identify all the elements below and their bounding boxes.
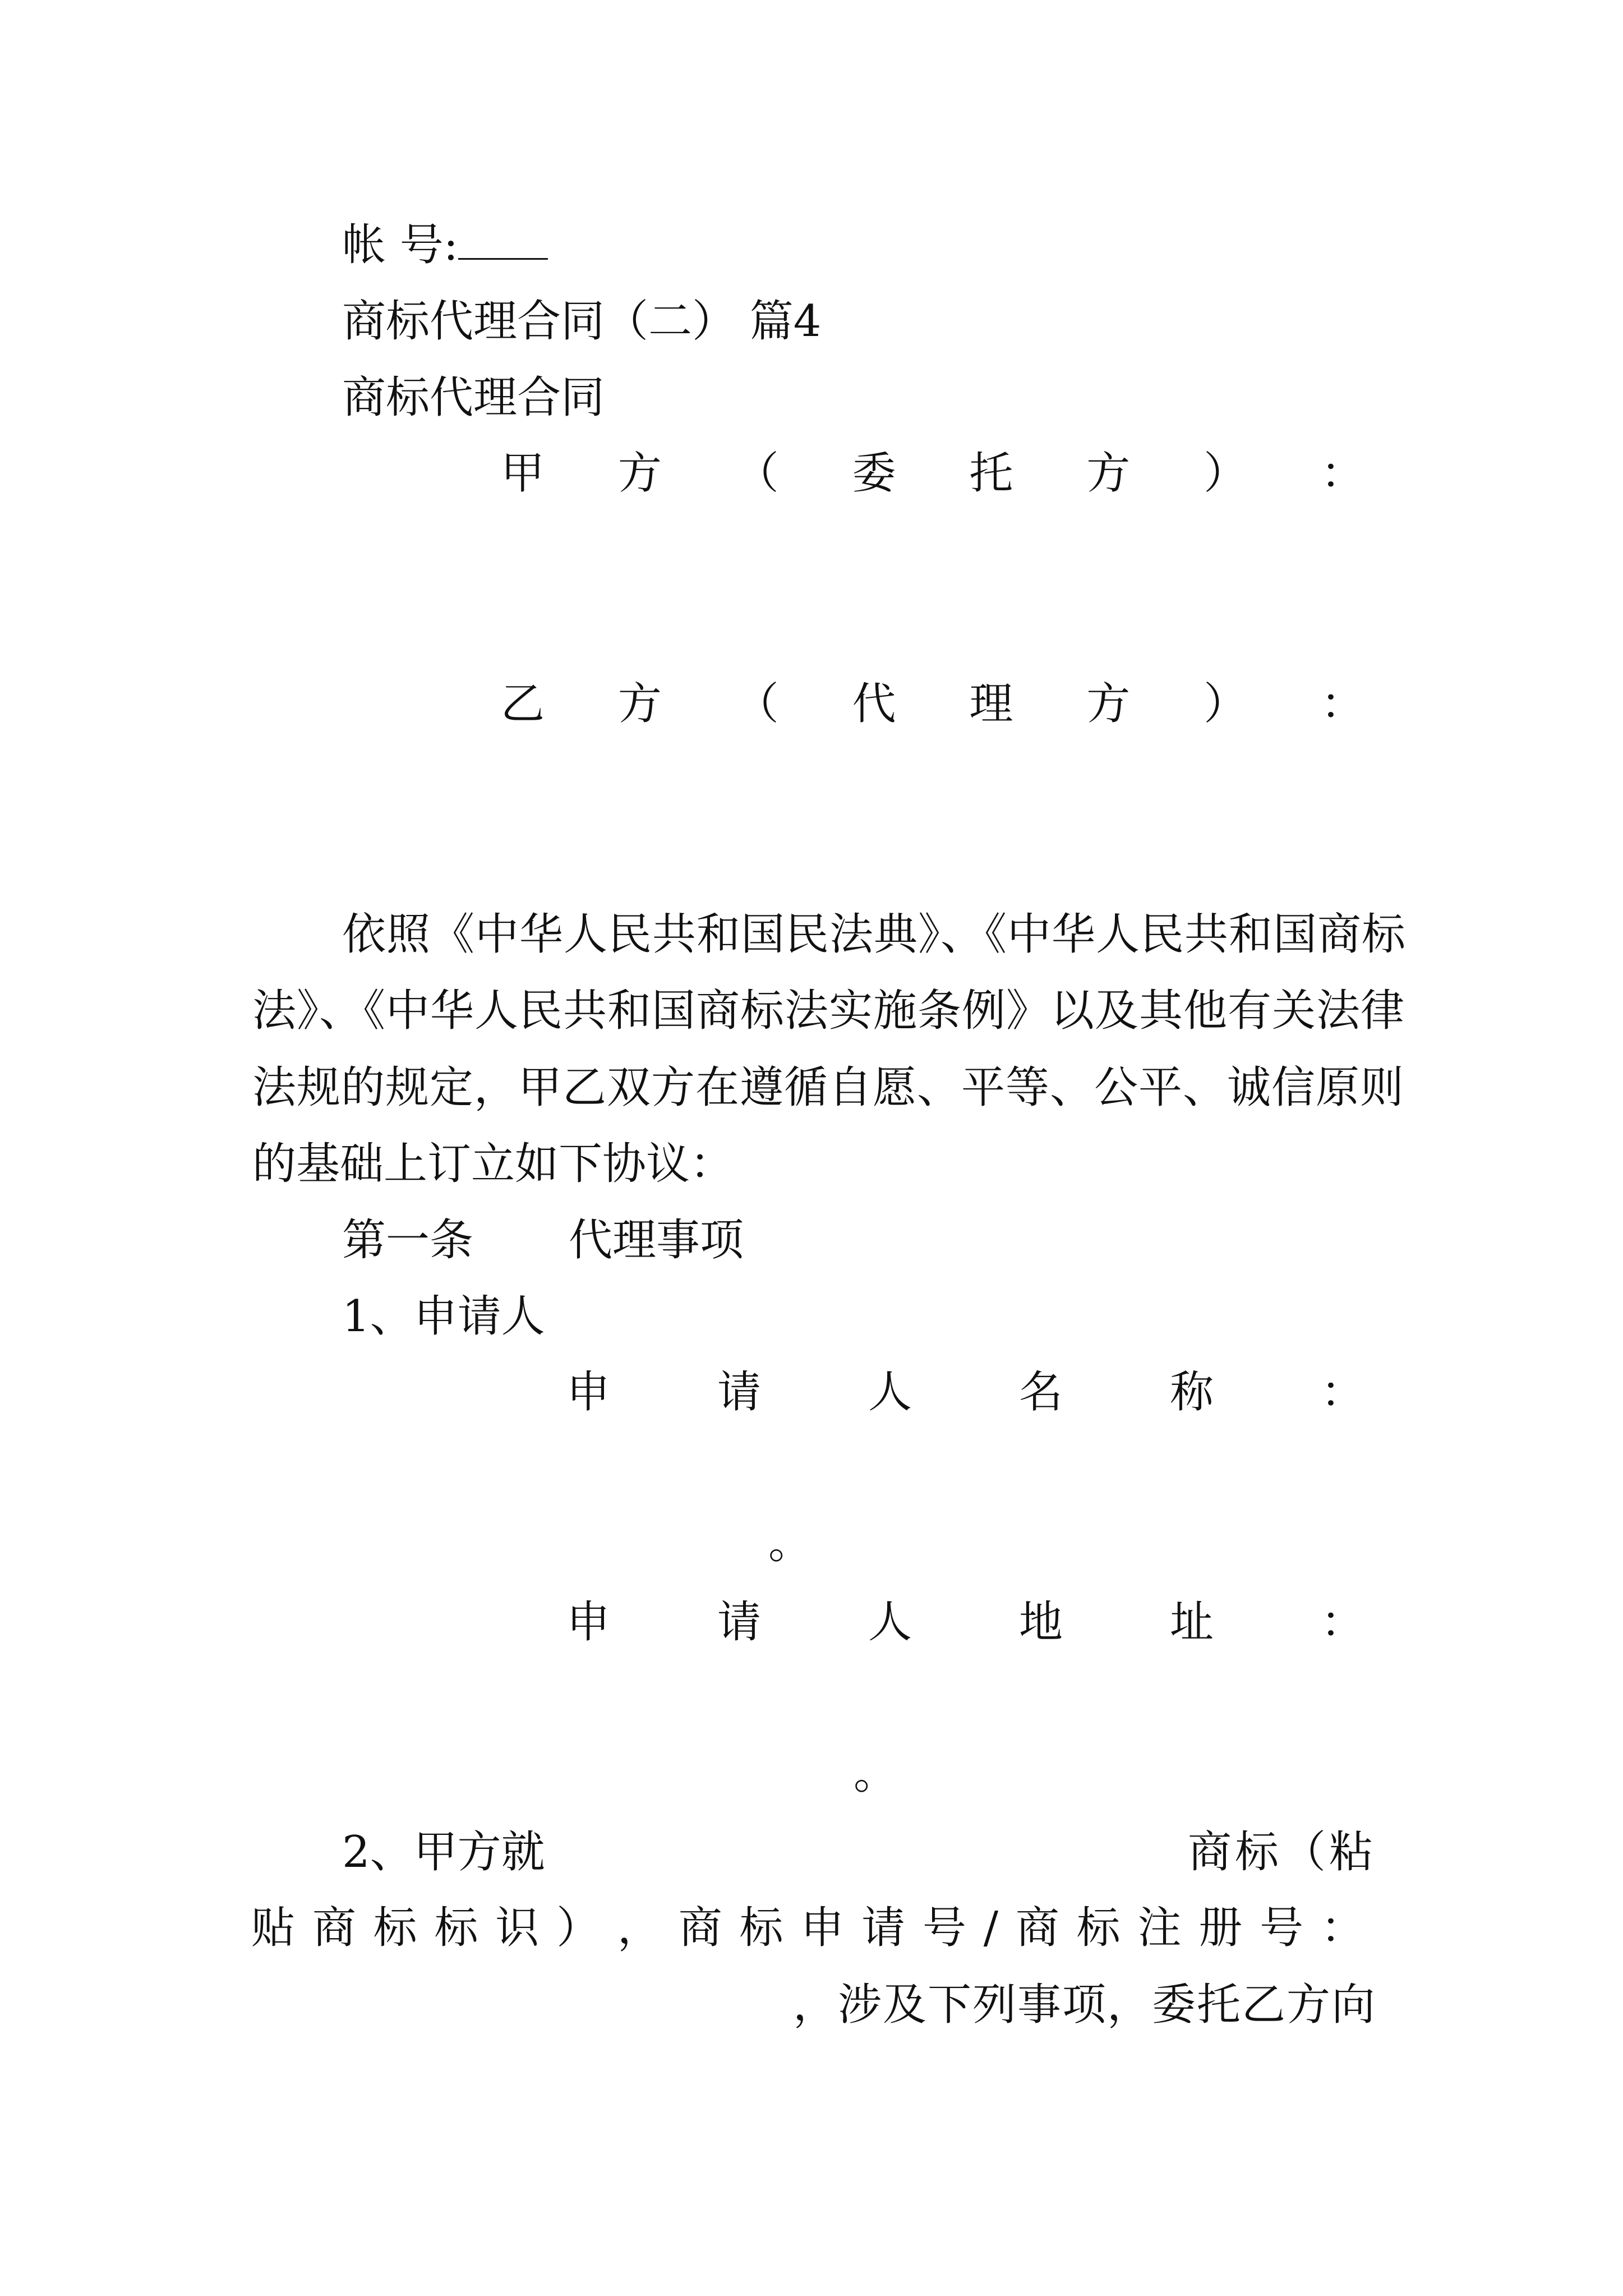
item-2-left: 2、甲方就	[342, 1827, 545, 1878]
account-line	[342, 220, 1385, 270]
contract-title: 商标代理合同（二） 篇4	[342, 296, 822, 347]
item-2-char: 注	[1137, 1903, 1182, 1953]
item-2-char: 号	[922, 1903, 966, 1953]
applicant-name-char: ：	[1320, 1367, 1364, 1418]
applicant-address-char: 人	[868, 1597, 912, 1648]
item-2-char: 申	[800, 1903, 845, 1953]
applicant-address-char: 地	[1018, 1597, 1063, 1648]
applicant-address-line	[566, 1597, 1364, 1648]
item-2-char: 标	[434, 1903, 478, 1953]
account-label: 帐 号:	[342, 220, 459, 270]
preamble-line-1: 依照《中华人民共和国民法典》、《中华人民共和国商标	[342, 909, 1407, 960]
party-b-char: 代	[852, 679, 896, 729]
party-a-char: 托	[969, 448, 1013, 499]
party-b-char: ）	[1204, 679, 1248, 729]
item-2-char: 商	[312, 1903, 356, 1953]
item-2-right: 商标（粘	[1187, 1827, 1376, 1878]
preamble-line-2: 法》、《中华人民共和国商标法实施条例》以及其他有关法律	[252, 986, 1405, 1036]
item-2-line-3: ，涉及下列事项，委托乙方向	[792, 1980, 1376, 2030]
party-b-char: ：	[1320, 679, 1364, 729]
item-2-char: 贴	[251, 1903, 296, 1953]
item-2-char: 商	[678, 1903, 722, 1953]
applicant-name-char: 称	[1169, 1367, 1214, 1418]
applicant-address-char: 请	[717, 1597, 761, 1648]
item-2-char: /	[983, 1903, 999, 1953]
party-a-char: 方	[617, 448, 662, 499]
party-a-line	[501, 448, 1364, 499]
applicant-address-end: 。	[854, 1749, 898, 1799]
party-b-line	[501, 679, 1364, 729]
item-2-char: ）	[556, 1903, 601, 1953]
applicant-name-line	[566, 1367, 1364, 1418]
party-b-char: 乙	[501, 679, 545, 729]
article-title: 代理事项	[569, 1215, 744, 1266]
party-a-char: ：	[1320, 448, 1364, 499]
applicant-name-char: 请	[717, 1367, 761, 1418]
preamble-line-4: 的基础上订立如下协议：	[252, 1139, 734, 1189]
applicant-name-end: 。	[768, 1518, 813, 1568]
item-2-char: ，	[617, 1903, 661, 1953]
item-2-char: ：	[1320, 1903, 1364, 1953]
contract-subtitle: 商标代理合同	[342, 372, 605, 423]
item-2-char: 商	[1015, 1903, 1059, 1953]
party-a-char: 委	[852, 448, 896, 499]
item-2-char: 册	[1198, 1903, 1243, 1953]
applicant-name-char: 人	[868, 1367, 912, 1418]
applicant-name-char: 名	[1018, 1367, 1063, 1418]
party-a-char: 甲	[501, 448, 545, 499]
party-a-char: ）	[1204, 448, 1248, 499]
item-2-char: 标	[373, 1903, 417, 1953]
item-2-char: 识	[495, 1903, 540, 1953]
article-1-heading	[342, 1215, 1385, 1266]
applicant-address-char: 址	[1169, 1597, 1214, 1648]
applicant-name-char: 申	[566, 1367, 611, 1418]
item-2-char: 标	[1076, 1903, 1121, 1953]
article-number: 第一条	[342, 1215, 474, 1266]
preamble-line-3: 法规的规定，甲乙双方在遵循自愿、平等、公平、诚信原则	[252, 1062, 1405, 1113]
party-b-char: 理	[969, 679, 1013, 729]
applicant-address-char: 申	[566, 1597, 611, 1648]
party-b-char: 方	[1086, 679, 1131, 729]
item-2-line-2	[251, 1903, 1364, 1953]
account-blank	[458, 224, 548, 260]
party-b-char: （	[735, 679, 779, 729]
party-a-char: （	[735, 448, 779, 499]
item-2-char: 请	[861, 1903, 906, 1953]
item-2-char: 号	[1260, 1903, 1304, 1953]
party-a-char: 方	[1086, 448, 1131, 499]
party-b-char: 方	[617, 679, 662, 729]
item-2-char: 标	[739, 1903, 783, 1953]
item-1-label: 1、申请人	[342, 1291, 545, 1342]
applicant-address-char: ：	[1320, 1597, 1364, 1648]
